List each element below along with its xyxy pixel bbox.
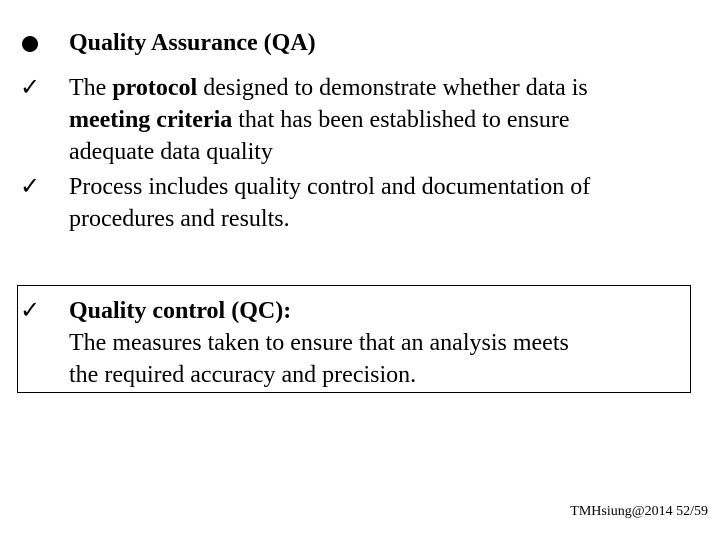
- bullet-line: procedures and results.: [69, 206, 290, 232]
- text-span: that has been established to ensure: [232, 107, 570, 133]
- bold-term-protocol: protocol: [112, 75, 198, 101]
- heading-text: Quality Assurance (QA): [69, 30, 316, 56]
- checkmark-icon: ✓: [20, 75, 41, 101]
- text-span: designed to demonstrate whether data is: [197, 75, 588, 101]
- bullet-item-text: [69, 72, 588, 168]
- bullet-line: Process includes quality control and documentation of: [69, 174, 591, 200]
- text-span: The: [69, 75, 113, 101]
- bullet-line: [69, 104, 588, 136]
- checkmark-icon: ✓: [20, 174, 41, 200]
- bullet-line: The measures taken to ensure that an analysis meets: [69, 330, 569, 356]
- bold-term-meeting-criteria: meeting criteria: [69, 107, 233, 133]
- bullet-line: [69, 72, 588, 104]
- bullet-line: adequate data quality: [69, 139, 273, 165]
- checkmark-icon: ✓: [20, 298, 41, 324]
- bullet-item-text: [69, 295, 569, 391]
- bullet-item-text: [69, 171, 590, 235]
- slide-footer: TMHsiung@2014 52/59: [570, 504, 708, 519]
- qc-title: Quality control (QC):: [69, 298, 292, 324]
- bullet-dot-icon: [22, 36, 38, 52]
- bullet-line: the required accuracy and precision.: [69, 362, 417, 388]
